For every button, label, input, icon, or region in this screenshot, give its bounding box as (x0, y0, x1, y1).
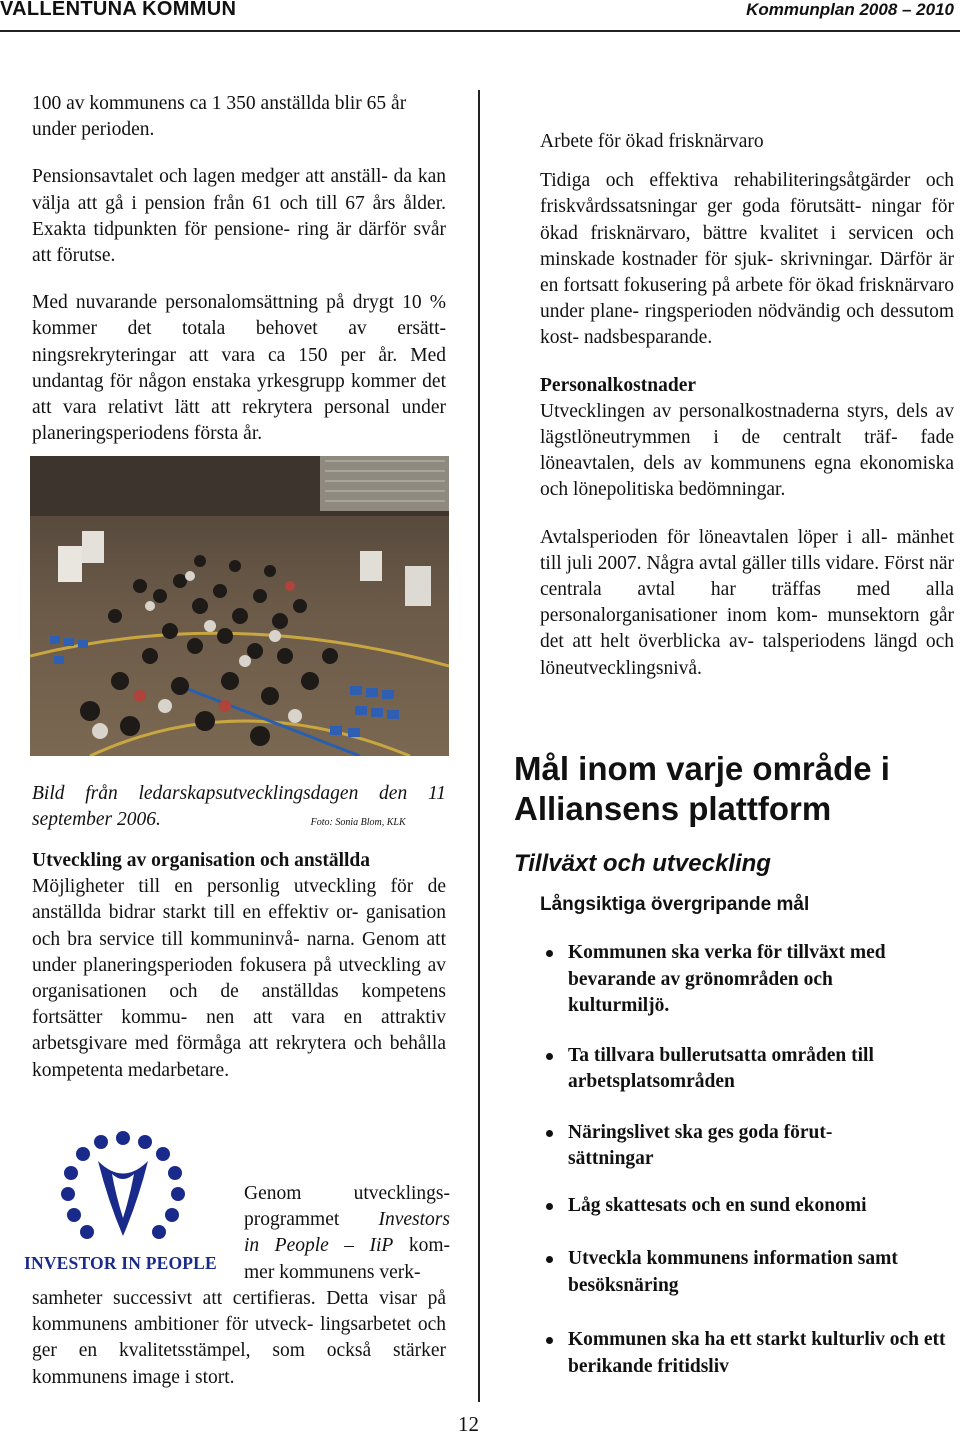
goals-title-line2: Alliansens plattform (514, 790, 832, 827)
pension-paragraph: Pensionsavtalet och lagen medger att anställ- da kan välja att gå i pension från 61 och till 67 års ålder. Exakta tidpunkten för pensione- ring är därför svår att förutse. (32, 166, 446, 267)
iip-line4: mer kommunens verk- (244, 1261, 421, 1283)
goal-item: Utveckla kommunens information samt besöksnäring (542, 1246, 960, 1299)
photo-leadership-day (30, 456, 449, 756)
goals-list (542, 940, 960, 1380)
column-divider (478, 90, 480, 1402)
photo-caption (32, 781, 446, 836)
goals-section (514, 749, 954, 916)
document-title: Kommunplan 2008 – 2010 (746, 0, 954, 19)
retirement-paragraph: 100 av kommunens ca 1 350 anställda blir 65 år under perioden. (32, 93, 407, 141)
iip-continued (32, 1286, 446, 1391)
iip-body: samheter successivt att certifieras. Detta visar på kommunens ambitioner för utveck- lingsarbetet och ger en kvalitetsstämpel, som också stärker kommunens image i stort. (32, 1288, 446, 1388)
goal-item: Ta tillvara bullerutsatta områden till arbetsplatsområden (542, 1043, 908, 1096)
iip-programme-name-1: Investors (378, 1209, 450, 1231)
goals-title (514, 749, 954, 829)
goals-list-container (542, 940, 960, 1380)
iip-intro (244, 1181, 450, 1286)
goals-title-line1: Mål inom varje område i (514, 750, 890, 787)
municipality-name: VALLENTUNA KOMMUN (0, 0, 237, 20)
personnel-costs-heading: Personalkostnader (540, 374, 696, 396)
iip-programme-name-2: in People – IiP (244, 1235, 394, 1257)
goal-item: Kommunen ska ha ett starkt kulturliv och ett berikande fritidsliv (542, 1327, 960, 1380)
organisation-heading: Utveckling av organisation och anställda (32, 850, 371, 871)
personnel-costs-body: Utvecklingen av personalkostnaderna styrs, dels av lägstlöneutrymmen i de centralt träf- fade löneavtalen, dels av kommunens egna ekonomiska och lönepolitiska bedömningar. (540, 400, 954, 501)
iip-line3: kom- (408, 1235, 450, 1257)
agreement-period-body: Avtalsperioden för löneavtalen löper i all- mänhet till juli 2007. Några avtal gäller tills vidare. Först när centrala avtal har träffas med alla personalorganisationer inom kom- munsektorn går det att helt överblicka av- talsperiodens längd och löneutvecklingsnivå. (540, 526, 954, 679)
iip-line1: Genom utvecklings- (244, 1183, 450, 1204)
goal-item: Låg skattesats och en sund ekonomi (542, 1193, 960, 1220)
caption-text: Bild från ledarskapsutvecklingsdagen den 11 september 2006. (32, 783, 446, 830)
logo-wordmark: INVESTOR IN PEOPLE (24, 1253, 217, 1273)
page-number: 12 (458, 1412, 479, 1436)
goal-item: Näringslivet ska ges goda förut- sättningar (542, 1120, 878, 1173)
iip-line2: programmet (244, 1209, 340, 1231)
header-rule (0, 30, 960, 32)
goals-category: Långsiktiga övergripande mål (540, 894, 810, 915)
goals-subtitle: Tillväxt och utveckling (514, 850, 771, 877)
left-column-intro (32, 91, 446, 447)
goal-item: Kommunen ska verka för tillväxt med bevarande av grönområden och kulturmiljö. (542, 940, 888, 1020)
organisation-section (32, 848, 446, 1084)
attendance-heading: Arbete för ökad frisknärvaro (540, 131, 764, 152)
recruitment-paragraph: Med nuvarande personalomsättning på drygt 10 % kommer det totala behovet av ersätt- ningsrekryteringar att vara ca 150 per år. Med undantag för någon enstaka yrkesgrupp kommer det att vara relativt lätt att rekrytera personal under planeringsperiodens första år. (32, 292, 446, 445)
attendance-body: Tidiga och effektiva rehabiliteringsåtgärder och friskvårdssatsningar ger goda förutsätt- ningar för ökad frisknärvaro, bättre kvalitet i servicen och minskade kostnader för sjuk- skrivningar. Därför är en fortsatt fokusering på arbete för ökad frisknärvaro under plane- ringsperioden nödvändig och dessutom kost- nadsbesparande. (540, 170, 954, 349)
organisation-body: Möjligheter till en personlig utveckling för de anställda bidrar starkt till en effektiv or- ganisation och bra service till kommuninvå- narna. Genom att under planeringsperioden fokusera på utveckling av organisationen och de anställdas kompetens fortsätter kommu- nen att vara en attraktiv arbetsgivare med förmåga att rekrytera och behålla kompetenta medarbetare. (32, 876, 446, 1081)
right-column-top (540, 129, 954, 682)
photo-credit: Foto: Sonia Blom, KLK (310, 817, 406, 828)
